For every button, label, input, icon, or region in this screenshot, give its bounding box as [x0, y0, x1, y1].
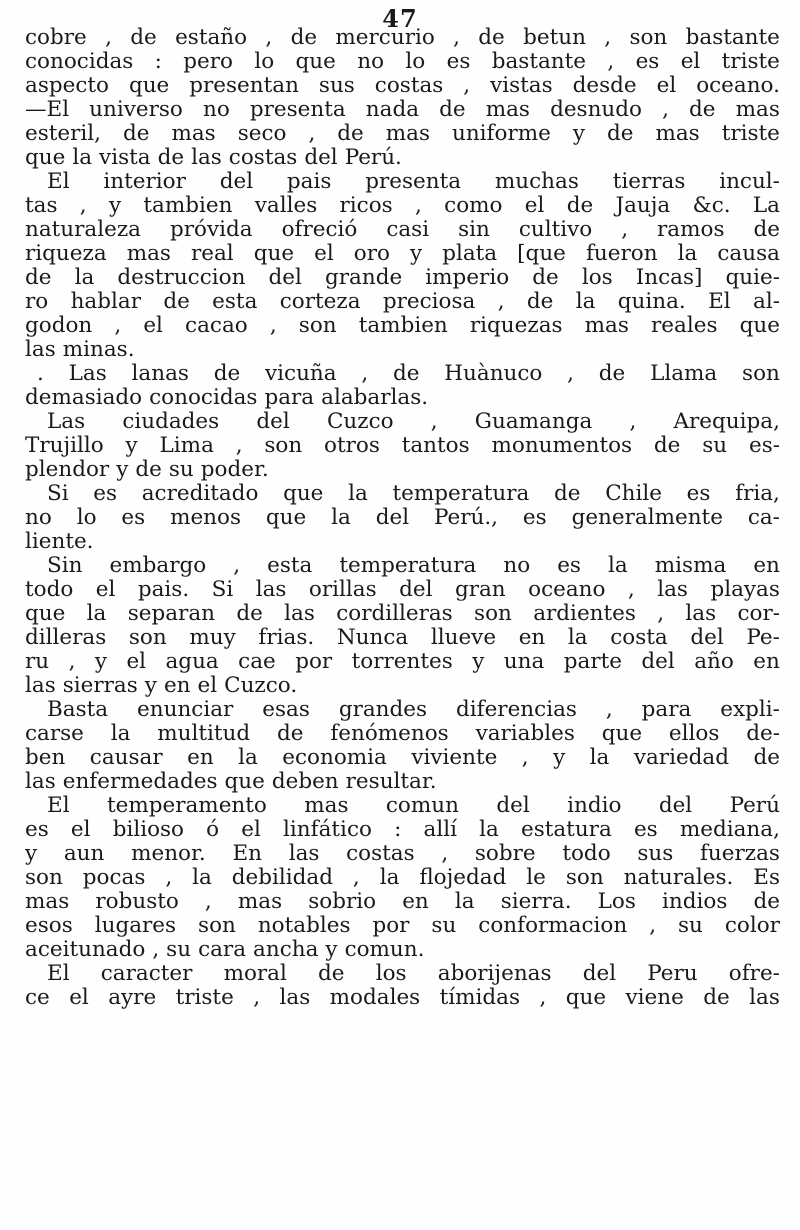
text-line: esteril, de mas seco , de mas uniforme y de mas triste	[25, 122, 780, 146]
text-line: plendor y de su poder.	[25, 458, 269, 482]
text-line: Las ciudades del Cuzco , Guamanga , Arequipa,	[47, 410, 780, 434]
text-line: las sierras y en el Cuzco.	[25, 674, 298, 698]
text-line: ce el ayre triste , las modales tímidas , que viene de las	[25, 986, 780, 1010]
text-line: aceitunado , su cara ancha y comun.	[25, 938, 425, 962]
text-line: godon , el cacao , son tambien riquezas mas reales que	[25, 314, 780, 338]
text-line: ben causar en la economia viviente , y la variedad de	[25, 746, 780, 770]
text-line: dilleras son muy frias. Nunca llueve en la costa del Pe-	[25, 626, 780, 650]
text-line: que la vista de las costas del Perú.	[25, 146, 402, 170]
text-line: las minas.	[25, 338, 135, 362]
text-line: Sin embargo , esta temperatura no es la misma en	[47, 554, 780, 578]
page-number: 47	[382, 4, 418, 33]
text-line: conocidas : pero lo que no lo es bastante , es el triste	[25, 50, 780, 74]
text-line: esos lugares son notables por su conformacion , su color	[25, 914, 780, 938]
text-line: no lo es menos que la del Perú., es generalmente ca-	[25, 506, 780, 530]
text-line: las enfermedades que deben resultar.	[25, 770, 437, 794]
text-line: —El universo no presenta nada de mas desnudo , de mas	[25, 98, 780, 122]
text-line: tas , y tambien valles ricos , como el de Jauja &c. La	[25, 194, 780, 218]
text-line: carse la multitud de fenómenos variables que ellos de-	[25, 722, 780, 746]
text-line: demasiado conocidas para alabarlas.	[25, 386, 429, 410]
text-line: El temperamento mas comun del indio del Perú	[47, 794, 780, 818]
text-line: liente.	[25, 530, 94, 554]
text-line: naturaleza próvida ofreció casi sin cultivo , ramos de	[25, 218, 780, 242]
text-line: son pocas , la debilidad , la flojedad le son naturales. Es	[25, 866, 780, 890]
text-line: de la destruccion del grande imperio de los Incas] quie-	[25, 266, 780, 290]
text-line: Basta enunciar esas grandes diferencias , para expli-	[47, 698, 780, 722]
text-line: El caracter moral de los aborijenas del Peru ofre-	[47, 962, 780, 986]
body-text	[25, 26, 780, 1010]
text-line: y aun menor. En las costas , sobre todo sus fuerzas	[25, 842, 780, 866]
text-line: aspecto que presentan sus costas , vistas desde el oceano.	[25, 74, 780, 98]
text-line: El interior del pais presenta muchas tierras incul-	[47, 170, 780, 194]
text-line: todo el pais. Si las orillas del gran oceano , las playas	[25, 578, 780, 602]
text-line: ro hablar de esta corteza preciosa , de la quina. El al-	[25, 290, 780, 314]
text-line: riqueza mas real que el oro y plata [que fueron la causa	[25, 242, 780, 266]
text-line: . Las lanas de vicuña , de Huànuco , de Llama son	[37, 362, 780, 386]
text-line: ru , y el agua cae por torrentes y una parte del año en	[25, 650, 780, 674]
text-line: es el bilioso ó el linfático : allí la estatura es mediana,	[25, 818, 780, 842]
text-line: Si es acreditado que la temperatura de Chile es fria,	[47, 482, 780, 506]
text-line: mas robusto , mas sobrio en la sierra. Los indios de	[25, 890, 780, 914]
text-line: cobre , de estaño , de mercurio , de betun , son bastante	[25, 26, 780, 50]
text-line: que la separan de las cordilleras son ardientes , las cor-	[25, 602, 780, 626]
text-line: Trujillo y Lima , son otros tantos monumentos de su es-	[25, 434, 780, 458]
